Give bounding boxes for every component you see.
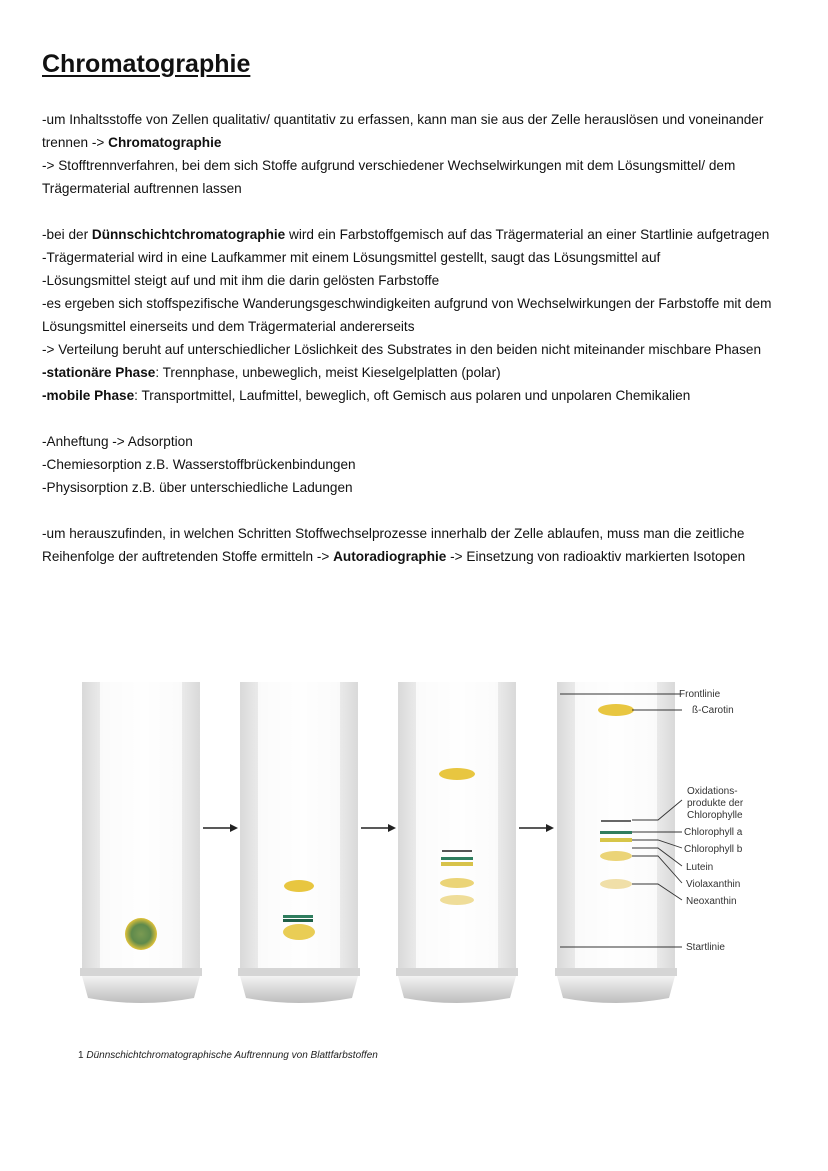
bold-term: -stationäre Phase <box>42 365 156 380</box>
arrow-icon <box>361 824 396 832</box>
text-line <box>42 522 802 545</box>
caption-number: 1 <box>78 1050 84 1061</box>
text-segment: -> Verteilung beruht auf unterschiedlicher Löslichkeit des Substrates in den beiden nicht miteinander mischbare Phasen <box>42 342 762 357</box>
text-segment: -um Inhaltsstoffe von Zellen qualitativ/ quantitativ zu erfassen, kann man sie aus der Zelle herauslösen und voneinander <box>42 112 764 127</box>
text-line <box>42 154 802 177</box>
text-line <box>42 269 802 292</box>
label-oxidation-3: Chlorophylle <box>687 810 743 821</box>
text-segment: Trägermaterial auftrennen lassen <box>42 181 242 196</box>
paragraph <box>42 522 802 568</box>
text-segment: Reihenfolge der auftretenden Stoffe ermitteln -> <box>42 549 334 564</box>
page-title: Chromatographie <box>42 50 251 78</box>
text-line <box>42 361 802 384</box>
text-segment: : Transportmittel, Laufmittel, beweglich, oft Gemisch aus polaren und unpolaren Chemikalien <box>134 388 691 403</box>
label-chlorophyll-a: Chlorophyll a <box>684 827 743 838</box>
tube-2 <box>238 682 360 1003</box>
text-line <box>42 384 802 407</box>
paragraph <box>42 108 802 200</box>
text-segment: -um herauszufinden, in welchen Schritten Stoffwechselprozesse innerhalb der Zelle ablaufen, muss man die zeitliche <box>42 526 745 541</box>
body-text <box>42 108 802 591</box>
label-startlinie: Startlinie <box>686 942 725 953</box>
text-segment: trennen -> <box>42 135 109 150</box>
sample-spot <box>125 918 157 950</box>
text-segment: : Trennphase, unbeweglich, meist Kieselgelplatten (polar) <box>155 365 501 380</box>
label-lutein: Lutein <box>686 862 714 873</box>
caption-text: Dünnschichtchromatographische Auftrennung von Blattfarbstoffen <box>86 1050 378 1061</box>
text-line <box>42 545 802 568</box>
text-line <box>42 131 802 154</box>
text-segment: -> Stofftrennverfahren, bei dem sich Stoffe aufgrund verschiedener Wechselwirkungen mit dem Lösungsmittel/ dem <box>42 158 736 173</box>
figure-caption <box>78 1050 378 1061</box>
text-line <box>42 315 802 338</box>
label-neoxanthin: Neoxanthin <box>686 896 737 907</box>
text-line <box>42 476 802 499</box>
label-violaxanthin: Violaxanthin <box>686 879 741 890</box>
label-chlorophyll-b: Chlorophyll b <box>684 844 743 855</box>
text-segment: -Chemiesorption z.B. Wasserstoffbrückenbindungen <box>42 457 356 472</box>
label-oxidation-1: Oxidations- <box>687 786 738 797</box>
bold-term: -mobile Phase <box>42 388 135 403</box>
paragraph <box>42 223 802 407</box>
text-segment: -Lösungsmittel steigt auf und mit ihm die darin gelösten Farbstoffe <box>42 273 440 288</box>
text-line <box>42 246 802 269</box>
tube-1 <box>80 682 202 1003</box>
label-oxidation-2: produkte der <box>687 798 744 809</box>
text-segment: -> Einsetzung von radioaktiv markierten Isotopen <box>446 549 746 564</box>
label-frontlinie: Frontlinie <box>679 689 721 700</box>
text-segment: -Anheftung -> Adsorption <box>42 434 193 449</box>
arrow-icon <box>203 824 238 832</box>
bold-term: Chromatographie <box>108 135 222 150</box>
text-line <box>42 177 802 200</box>
arrow-icon <box>519 824 554 832</box>
tube-3 <box>396 682 518 1003</box>
text-line <box>42 430 802 453</box>
text-segment: wird ein Farbstoffgemisch auf das Trägermaterial an einer Startlinie aufgetragen <box>285 227 770 242</box>
bold-term: Autoradiographie <box>333 549 447 564</box>
text-segment: -bei der <box>42 227 92 242</box>
label-beta-carotin: ß-Carotin <box>692 705 734 716</box>
text-segment: -Trägermaterial wird in eine Laufkammer mit einem Lösungsmittel gestellt, saugt das Lösungsmittel auf <box>42 250 661 265</box>
text-segment: Lösungsmittel einerseits und dem Trägermaterial andererseits <box>42 319 415 334</box>
text-segment: -Physisorption z.B. über unterschiedliche Ladungen <box>42 480 353 495</box>
text-line <box>42 292 802 315</box>
text-line <box>42 223 802 246</box>
chromatography-figure <box>70 670 770 1010</box>
paragraph <box>42 430 802 499</box>
text-segment: -es ergeben sich stoffspezifische Wanderungsgeschwindigkeiten aufgrund von Wechselwirkungen der Farbstoffe mit dem <box>42 296 772 311</box>
tube-4 <box>555 682 677 1003</box>
bold-term: Dünnschichtchromatographie <box>91 227 286 242</box>
text-line <box>42 453 802 476</box>
text-line <box>42 338 802 361</box>
text-line <box>42 108 802 131</box>
